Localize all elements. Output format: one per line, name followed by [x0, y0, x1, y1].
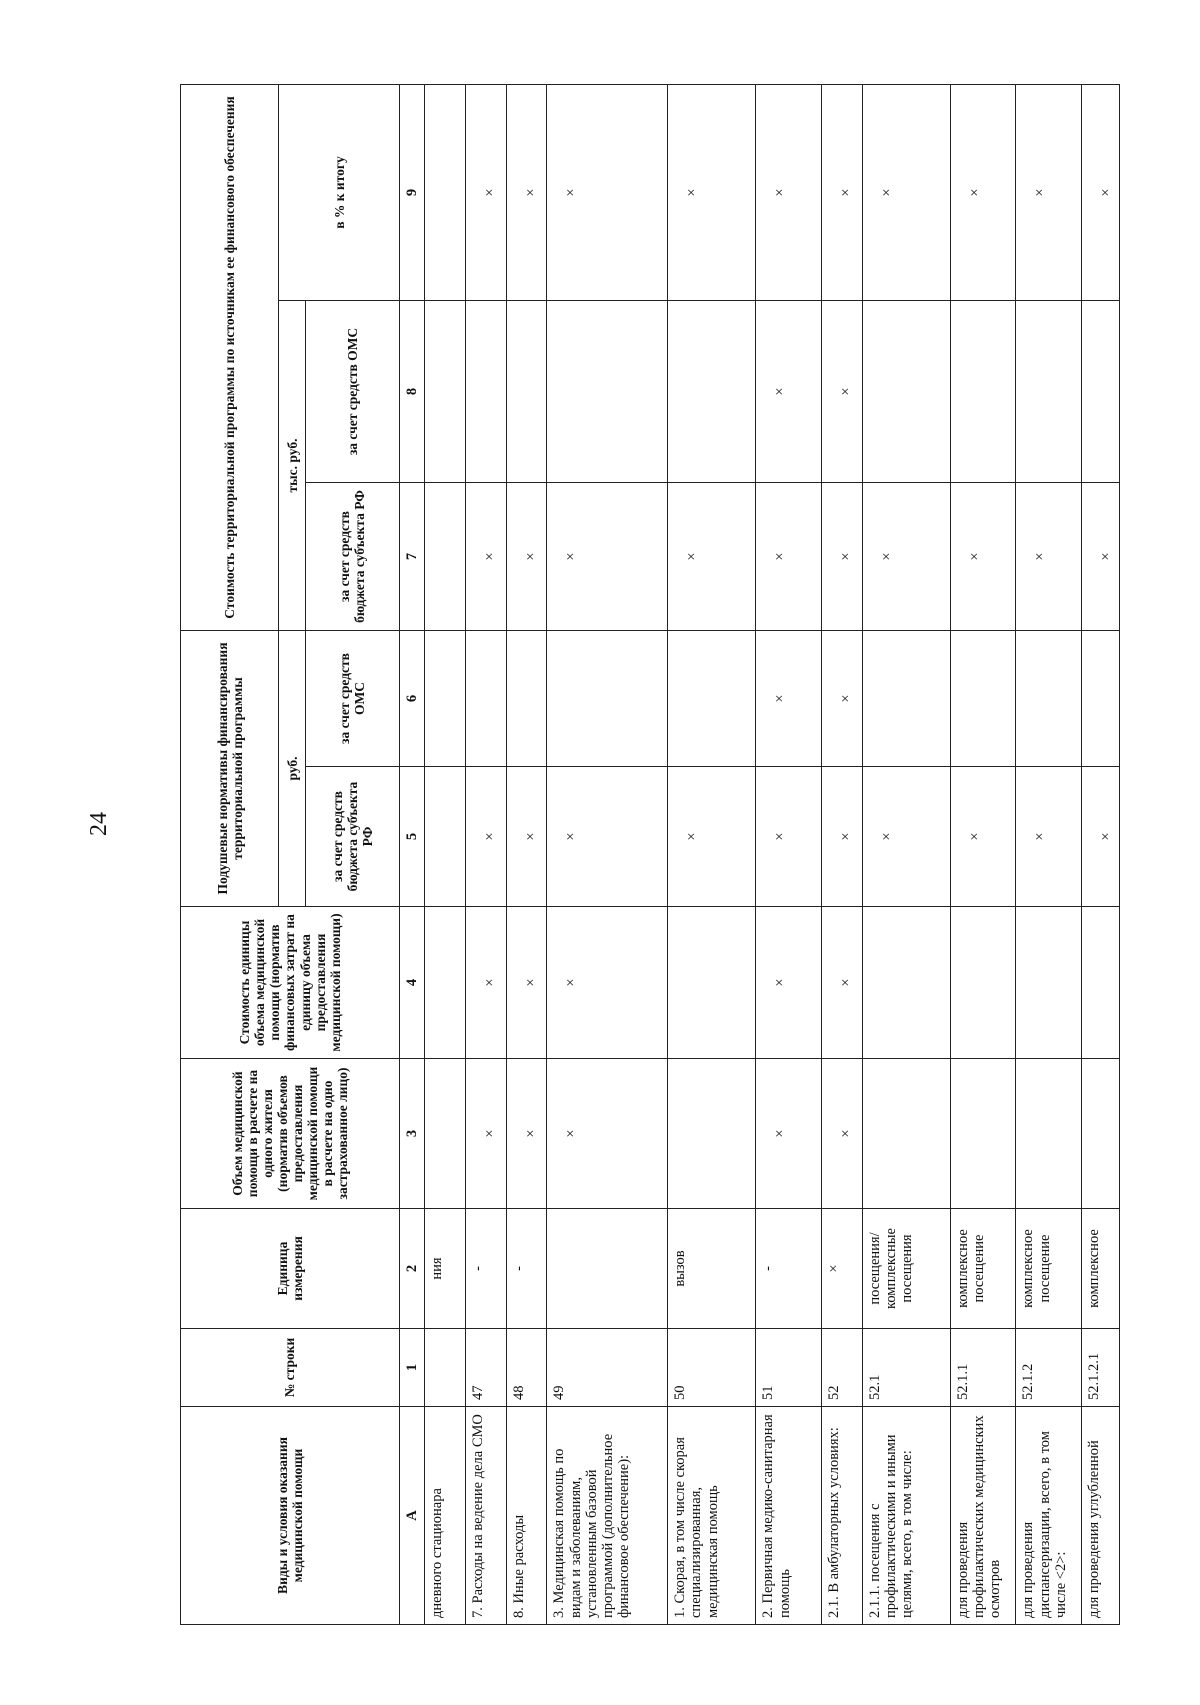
row-value-cell: ×: [1016, 483, 1082, 631]
row-value-cell: ×: [756, 631, 822, 767]
row-value-cell: ×: [756, 84, 822, 300]
row-value-cell: [506, 301, 547, 483]
row-unit-cell: -: [506, 1209, 547, 1329]
row-number-cell: 47: [465, 1329, 506, 1407]
row-value-cell: [424, 907, 465, 1059]
row-value-cell: [424, 483, 465, 631]
row-value-cell: ×: [1081, 84, 1119, 300]
row-number-cell: 51: [756, 1329, 822, 1407]
row-value-cell: [1081, 1059, 1119, 1209]
row-number-cell: 50: [668, 1329, 756, 1407]
header-col-3: Объем медицинской помощи в расчете на одного жителя (норматив объемов предоставления медицинской помощи в расчете на одно застрахованное лицо): [181, 1059, 400, 1209]
row-value-cell: ×: [506, 1059, 547, 1209]
row-value-cell: ×: [506, 84, 547, 300]
header-unit-rub: руб.: [279, 631, 306, 907]
table-row: [668, 84, 756, 1624]
row-value-cell: ×: [506, 483, 547, 631]
row-value-cell: [1081, 631, 1119, 767]
table-row: [950, 84, 1016, 1624]
row-value-cell: [465, 301, 506, 483]
col-number: 3: [400, 1059, 425, 1209]
row-value-cell: ×: [821, 483, 862, 631]
header-group-norm: Подушевые нормативы финансирования территориальной программы: [181, 631, 279, 907]
row-number-cell: 52.1: [862, 1329, 950, 1407]
row-value-cell: [862, 1059, 950, 1209]
header-col-7: за счет средств бюджета субъекта РФ: [305, 483, 399, 631]
row-value-cell: ×: [950, 483, 1016, 631]
col-number: 1: [400, 1329, 425, 1407]
row-value-cell: ×: [821, 84, 862, 300]
row-name-cell: 2.1. В амбулаторных условиях:: [821, 1407, 862, 1625]
row-value-cell: ×: [668, 483, 756, 631]
row-value-cell: ×: [1016, 767, 1082, 907]
row-number-cell: 48: [506, 1329, 547, 1407]
row-value-cell: ×: [465, 767, 506, 907]
row-name-cell: 2. Первичная медико-санитарная помощь: [756, 1407, 822, 1625]
row-value-cell: [1016, 301, 1082, 483]
row-name-cell: для проведения диспансеризации, всего, в том числе <2>:: [1016, 1407, 1082, 1625]
row-name-cell: для проведения углубленной: [1081, 1407, 1119, 1625]
row-value-cell: [547, 631, 668, 767]
header-col-2: Единица измерения: [181, 1209, 400, 1329]
row-value-cell: ×: [668, 767, 756, 907]
row-number-cell: 49: [547, 1329, 668, 1407]
column-number-row: [400, 84, 425, 1624]
row-value-cell: [862, 907, 950, 1059]
header-col-8: за счет средств ОМС: [305, 301, 399, 483]
row-value-cell: ×: [821, 1059, 862, 1209]
table-row: [821, 84, 862, 1624]
table-row: [1016, 84, 1082, 1624]
row-value-cell: ×: [862, 84, 950, 300]
row-name-cell: 7. Расходы на ведение дела СМО: [465, 1407, 506, 1625]
row-value-cell: ×: [950, 84, 1016, 300]
row-value-cell: ×: [547, 483, 668, 631]
row-value-cell: ×: [547, 767, 668, 907]
header-unit-thous: тыс. руб.: [279, 301, 306, 631]
header-col-5: за счет средств бюджета субъекта РФ: [305, 767, 399, 907]
table-row: [1081, 84, 1119, 1624]
row-value-cell: [547, 301, 668, 483]
row-value-cell: ×: [756, 767, 822, 907]
col-number: 6: [400, 631, 425, 767]
row-value-cell: [950, 631, 1016, 767]
header-col-6: за счет средств ОМС: [305, 631, 399, 767]
row-value-cell: [506, 631, 547, 767]
row-value-cell: [1081, 301, 1119, 483]
row-name-cell: 8. Иные расходы: [506, 1407, 547, 1625]
row-value-cell: ×: [1016, 84, 1082, 300]
row-unit-cell: посещения/комплексные посещения: [862, 1209, 950, 1329]
row-unit-cell: -: [465, 1209, 506, 1329]
table-row: [424, 84, 465, 1624]
row-value-cell: [1016, 907, 1082, 1059]
table-row: [506, 84, 547, 1624]
row-value-cell: [424, 631, 465, 767]
row-unit-cell: комплексное посещение: [950, 1209, 1016, 1329]
row-value-cell: ×: [862, 483, 950, 631]
row-value-cell: [668, 301, 756, 483]
row-value-cell: [668, 1059, 756, 1209]
row-value-cell: [668, 631, 756, 767]
row-value-cell: ×: [465, 907, 506, 1059]
row-value-cell: ×: [756, 483, 822, 631]
row-unit-cell: [547, 1209, 668, 1329]
row-number-cell: 52.1.2.1: [1081, 1329, 1119, 1407]
row-value-cell: ×: [1081, 767, 1119, 907]
header-group-cost: Стоимость территориальной программы по источникам ее финансового обеспечения: [181, 84, 279, 630]
row-value-cell: [465, 631, 506, 767]
row-value-cell: ×: [821, 767, 862, 907]
row-value-cell: [950, 301, 1016, 483]
row-value-cell: [862, 301, 950, 483]
col-number: 2: [400, 1209, 425, 1329]
col-number: А: [400, 1407, 425, 1625]
table-row: [465, 84, 506, 1624]
row-value-cell: [424, 84, 465, 300]
row-unit-cell: комплексное: [1081, 1209, 1119, 1329]
row-value-cell: ×: [756, 301, 822, 483]
row-value-cell: ×: [547, 1059, 668, 1209]
row-unit-cell: комплексное посещение: [1016, 1209, 1082, 1329]
col-number: 4: [400, 907, 425, 1059]
header-col-1: № строки: [181, 1329, 400, 1407]
row-value-cell: ×: [547, 907, 668, 1059]
row-number-cell: 52.1.2: [1016, 1329, 1082, 1407]
row-value-cell: ×: [465, 1059, 506, 1209]
row-value-cell: ×: [506, 907, 547, 1059]
table-row: [547, 84, 668, 1624]
col-number: 8: [400, 301, 425, 483]
header-col-a: Виды и условия оказания медицинской помощи: [181, 1407, 400, 1625]
row-value-cell: ×: [821, 301, 862, 483]
row-number-cell: [424, 1329, 465, 1407]
row-value-cell: [1081, 907, 1119, 1059]
row-value-cell: [668, 907, 756, 1059]
rotated-table-container: [180, 85, 1120, 1625]
row-value-cell: ×: [821, 631, 862, 767]
row-name-cell: 1. Скорая, в том числе скорая специализированная, медицинская помощь: [668, 1407, 756, 1625]
header-col-9: в % к итогу: [279, 84, 400, 300]
row-value-cell: [862, 631, 950, 767]
row-value-cell: [950, 907, 1016, 1059]
header-col-4: Стоимость единицы объема медицинской помощи (норматив финансовых затрат на единицу объема предоставления медицинской помощи): [181, 907, 400, 1059]
row-value-cell: [424, 767, 465, 907]
row-number-cell: 52.1.1: [950, 1329, 1016, 1407]
row-value-cell: ×: [465, 84, 506, 300]
col-number: 5: [400, 767, 425, 907]
row-value-cell: ×: [1081, 483, 1119, 631]
row-unit-cell: -: [756, 1209, 822, 1329]
row-value-cell: ×: [950, 767, 1016, 907]
table-row: [862, 84, 950, 1624]
row-value-cell: ×: [821, 907, 862, 1059]
row-value-cell: [424, 1059, 465, 1209]
row-name-cell: 2.1.1. посещения с профилактическими и иными целями, всего, в том числе:: [862, 1407, 950, 1625]
page-number: 24: [86, 812, 112, 836]
row-value-cell: ×: [547, 84, 668, 300]
col-number: 9: [400, 84, 425, 300]
row-value-cell: ×: [756, 907, 822, 1059]
row-name-cell: для проведения профилактических медицинских осмотров: [950, 1407, 1016, 1625]
row-unit-cell: вызов: [668, 1209, 756, 1329]
row-value-cell: ×: [668, 84, 756, 300]
row-unit-cell: ×: [821, 1209, 862, 1329]
table-row: [756, 84, 822, 1624]
row-value-cell: ×: [506, 767, 547, 907]
row-number-cell: 52: [821, 1329, 862, 1407]
row-name-cell: 3. Медицинская помощь по видам и заболеваниям, установленным базовой программой (дополнительное финансовое обеспечение):: [547, 1407, 668, 1625]
row-value-cell: ×: [862, 767, 950, 907]
row-name-cell: дневного стационара: [424, 1407, 465, 1625]
row-value-cell: [950, 1059, 1016, 1209]
row-unit-cell: ния: [424, 1209, 465, 1329]
row-value-cell: [1016, 1059, 1082, 1209]
row-value-cell: [424, 301, 465, 483]
row-value-cell: [1016, 631, 1082, 767]
row-value-cell: ×: [756, 1059, 822, 1209]
financing-table: [180, 84, 1120, 1625]
col-number: 7: [400, 483, 425, 631]
row-value-cell: ×: [465, 483, 506, 631]
